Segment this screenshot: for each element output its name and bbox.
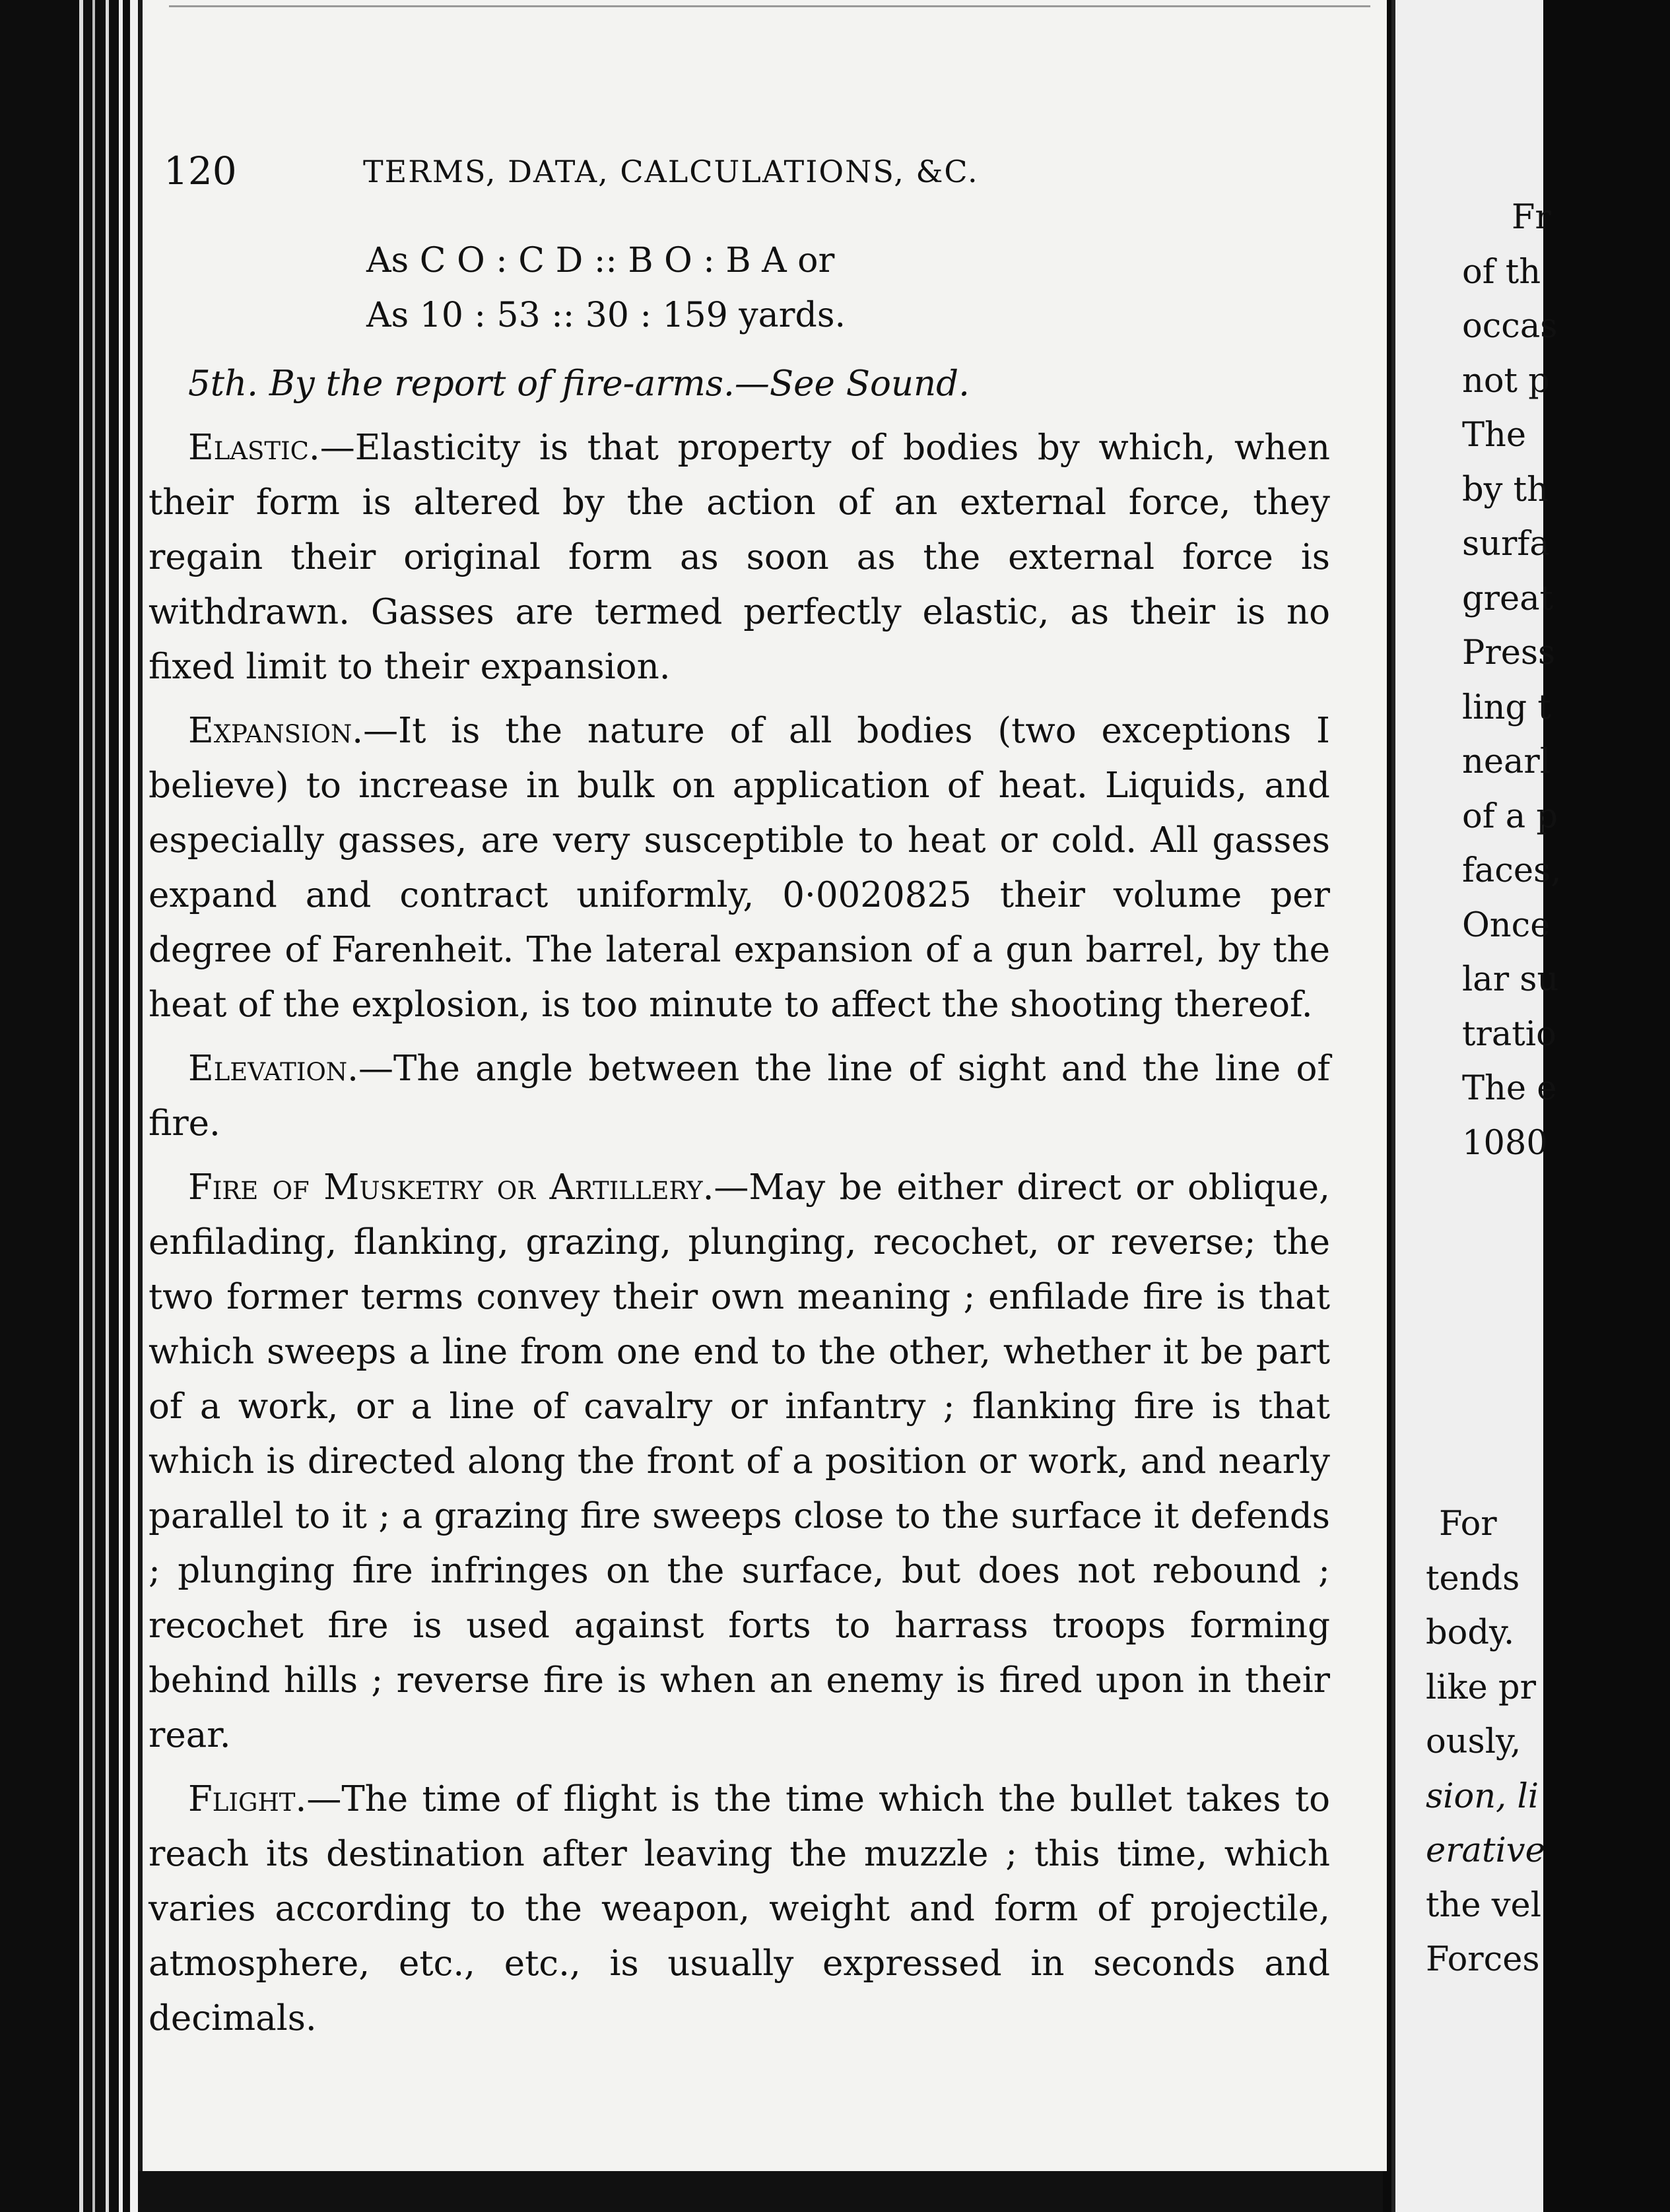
facing-page-line: by th: [1462, 470, 1549, 509]
entry-elevation: [149, 1041, 1330, 1151]
facing-page-line: 1080: [1462, 1123, 1548, 1163]
entry-text: —The angle between the line of sight and the line of fire.: [149, 1049, 1330, 1144]
page-body: [149, 356, 1330, 2046]
entry-elastic: [149, 420, 1330, 694]
facing-page-line: Press: [1462, 634, 1556, 672]
entry-term: Elastic.: [188, 428, 320, 468]
facing-page-line: occas: [1462, 307, 1558, 346]
facing-page-line: ling t: [1462, 688, 1551, 727]
facing-page-line: body.: [1426, 1613, 1515, 1652]
binding-line: [92, 0, 95, 2212]
facing-page-line: The e: [1462, 1069, 1557, 1108]
book-binding: [0, 0, 142, 2212]
facing-page-line: the vel: [1426, 1885, 1542, 1925]
facing-page-line: surfa: [1462, 525, 1550, 564]
entry-text: —May be either direct or oblique, enfilading, flanking, grazing, plunging, recochet, or reverse; the two former terms convey their own meaning ; enfilade fire is that which sweeps a line from one end to the other, whether it be part of a work, or a line of cavalry or infantry ; flanking fire is that which is directed along the front of a position or work, and nearly parallel to it ; a grazing fire sweeps close to the surface it defends ; plunging fire infringes on the surface, but does not rebound ; recochet fire is used against forts to harrass troops forming behind hills ; reverse fire is when an enemy is fired upon in their rear.: [149, 1167, 1330, 1755]
entry-text: —Elasticity is that property of bodies by which, when their form is altered by the action of an external force, they regain their original form as soon as the external force is withdrawn. Gasses are termed perfectly elastic, as their is no fixed limit to their expansion.: [149, 428, 1330, 687]
facing-page-line: tends: [1426, 1559, 1520, 1598]
entry-text: —The time of flight is the time which the bullet takes to reach its destination after leaving the muzzle ; this time, which varies according to the weapon, weight and form of projectile, atmosphere, etc., etc., is usually expressed in seconds and decimals.: [149, 1779, 1330, 2038]
proportion-formula: As C O : C D :: B O : B A or: [366, 241, 835, 280]
entry-term: Elevation.: [188, 1049, 359, 1089]
binding-line: [106, 0, 109, 2212]
entry-term: Fire of Musketry or Artillery.: [188, 1167, 714, 1208]
facing-page-line: For: [1439, 1505, 1497, 1544]
binding-line: [130, 0, 138, 2212]
facing-page-line: not p: [1462, 361, 1550, 401]
entry-term: Flight.: [188, 1779, 307, 1819]
binding-line: [79, 0, 83, 2212]
binding-line: [119, 0, 123, 2212]
facing-page-line: erative: [1426, 1831, 1545, 1870]
entry-flight: [149, 1772, 1330, 2046]
entry-text: —It is the nature of all bodies (two exceptions I believe) to increase in bulk on application of heat. Liquids, and especially gasses, are very susceptible to heat or cold. All gasses expand and contract uniformly, 0·0020825 their volume per degree of Farenheit. The lateral expansion of a gun barrel, by the heat of the explosion, is too minute to affect the shooting thereof.: [149, 711, 1330, 1025]
running-title: TERMS, DATA, CALCULATIONS, &C.: [363, 154, 979, 189]
facing-page-line: faces,: [1462, 851, 1562, 890]
facing-page-line: of a p: [1462, 797, 1558, 836]
facing-page-line: sion, li: [1426, 1776, 1539, 1816]
page-header: [164, 148, 1154, 201]
facing-page-line: Fr: [1512, 198, 1551, 237]
proportion-formula-values: As 10 : 53 :: 30 : 159 yards.: [366, 296, 846, 335]
facing-page-line: ously,: [1426, 1722, 1521, 1761]
facing-page-line: Forces: [1426, 1940, 1540, 1979]
facing-page-line: Once: [1462, 905, 1551, 945]
page-shadow: [139, 2171, 1383, 2212]
facing-page-line: lar su: [1462, 960, 1559, 999]
intro-line: 5th. By the report of fire-arms.—See Sound.: [188, 364, 970, 404]
entry-term: Expansion.: [188, 711, 364, 751]
facing-page-line: like pr: [1426, 1668, 1536, 1707]
page-number: 120: [164, 148, 237, 193]
entry-fire: [149, 1160, 1330, 1763]
facing-page-line: tratio: [1462, 1014, 1556, 1054]
facing-page-line: The: [1462, 416, 1527, 455]
facing-page-line: nearl: [1462, 742, 1551, 781]
entry-expansion: [149, 703, 1330, 1032]
facing-page-line: great: [1462, 579, 1554, 618]
facing-page-line: of th: [1462, 252, 1541, 292]
page-top-edge: [169, 5, 1370, 7]
